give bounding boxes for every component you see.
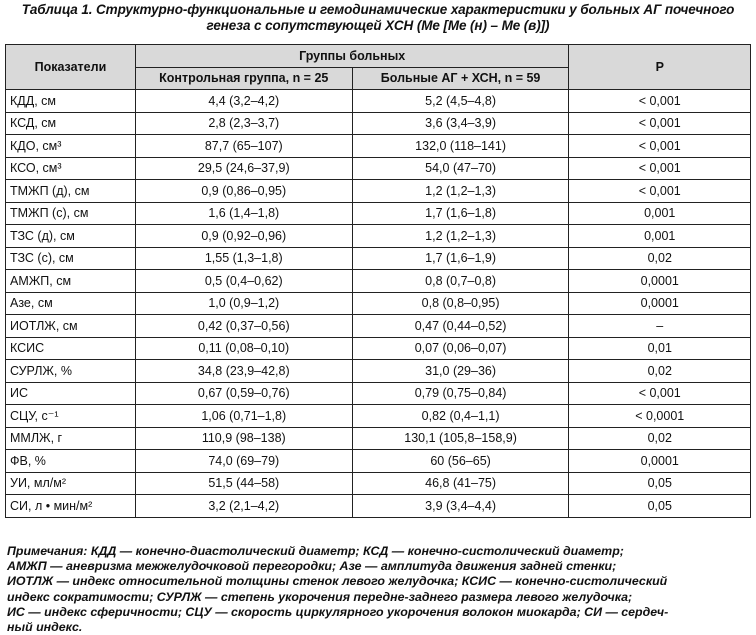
p-value-cell: 0,0001 <box>569 292 751 315</box>
indicator-cell: КСО, см³ <box>6 157 136 180</box>
indicator-cell: ТЗС (с), см <box>6 247 136 270</box>
table-title <box>6 2 750 34</box>
control-value-cell: 1,6 (1,4–1,8) <box>135 202 352 225</box>
header-control: Контрольная группа, n = 25 <box>135 67 352 90</box>
indicator-cell: Азе, см <box>6 292 136 315</box>
title-line-1: Таблица 1. Структурно-функциональные и гемодинамические характеристики у больных АГ почечного <box>21 2 735 17</box>
control-value-cell: 0,67 (0,59–0,76) <box>135 382 352 405</box>
patients-value-cell: 31,0 (29–36) <box>352 360 569 383</box>
header-row-top <box>6 45 751 68</box>
control-value-cell: 3,2 (2,1–4,2) <box>135 495 352 518</box>
indicator-cell: СУРЛЖ, % <box>6 360 136 383</box>
patients-value-cell: 1,7 (1,6–1,8) <box>352 202 569 225</box>
patients-value-cell: 1,2 (1,2–1,3) <box>352 180 569 203</box>
control-value-cell: 0,9 (0,92–0,96) <box>135 225 352 248</box>
notes-line-3: ИОТЛЖ — индекс относительной толщины стенок левого желудочка; КСИС — конечно-систолический <box>7 574 668 589</box>
control-value-cell: 87,7 (65–107) <box>135 135 352 158</box>
patients-value-cell: 0,07 (0,06–0,07) <box>352 337 569 360</box>
control-value-cell: 2,8 (2,3–3,7) <box>135 112 352 135</box>
table-row <box>6 292 751 315</box>
table-row <box>6 337 751 360</box>
indicator-cell: АМЖП, см <box>6 270 136 293</box>
table-row <box>6 202 751 225</box>
table-row <box>6 472 751 495</box>
p-value-cell: 0,001 <box>569 225 751 248</box>
control-value-cell: 0,5 (0,4–0,62) <box>135 270 352 293</box>
patients-value-cell: 130,1 (105,8–158,9) <box>352 427 569 450</box>
notes-line-1: Примечания: КДД — конечно-диастолический диаметр; КСД — конечно-систолический диаметр; <box>7 544 624 558</box>
indicator-cell: КДД, см <box>6 90 136 113</box>
p-value-cell: 0,001 <box>569 202 751 225</box>
p-value-cell: 0,01 <box>569 337 751 360</box>
table-row <box>6 157 751 180</box>
table-row <box>6 180 751 203</box>
data-table <box>5 44 751 518</box>
control-value-cell: 0,11 (0,08–0,10) <box>135 337 352 360</box>
control-value-cell: 1,55 (1,3–1,8) <box>135 247 352 270</box>
indicator-cell: ТЗС (д), см <box>6 225 136 248</box>
p-value-cell: < 0,001 <box>569 135 751 158</box>
p-value-cell: 0,02 <box>569 427 751 450</box>
table-row <box>6 135 751 158</box>
indicator-cell: ФВ, % <box>6 450 136 473</box>
patients-value-cell: 0,8 (0,7–0,8) <box>352 270 569 293</box>
indicator-cell: ИС <box>6 382 136 405</box>
control-value-cell: 4,4 (3,2–4,2) <box>135 90 352 113</box>
indicator-cell: СЦУ, с⁻¹ <box>6 405 136 428</box>
indicator-cell: СИ, л • мин/м² <box>6 495 136 518</box>
table-row <box>6 270 751 293</box>
table-row <box>6 450 751 473</box>
p-value-cell: < 0,001 <box>569 382 751 405</box>
patients-value-cell: 0,82 (0,4–1,1) <box>352 405 569 428</box>
indicator-cell: КСД, см <box>6 112 136 135</box>
indicator-cell: КДО, см³ <box>6 135 136 158</box>
indicator-cell: КСИС <box>6 337 136 360</box>
p-value-cell: 0,05 <box>569 495 751 518</box>
table-row <box>6 495 751 518</box>
indicator-cell: ТМЖП (д), см <box>6 180 136 203</box>
control-value-cell: 34,8 (23,9–42,8) <box>135 360 352 383</box>
p-value-cell: – <box>569 315 751 338</box>
control-value-cell: 0,9 (0,86–0,95) <box>135 180 352 203</box>
p-value-cell: < 0,001 <box>569 180 751 203</box>
patients-value-cell: 3,9 (3,4–4,4) <box>352 495 569 518</box>
p-value-cell: 0,02 <box>569 247 751 270</box>
table-row <box>6 112 751 135</box>
patients-value-cell: 0,8 (0,8–0,95) <box>352 292 569 315</box>
notes-line-6: ный индекс. <box>7 620 83 635</box>
p-value-cell: 0,0001 <box>569 270 751 293</box>
indicator-cell: ИОТЛЖ, см <box>6 315 136 338</box>
p-value-cell: < 0,001 <box>569 157 751 180</box>
patients-value-cell: 60 (56–65) <box>352 450 569 473</box>
patients-value-cell: 1,2 (1,2–1,3) <box>352 225 569 248</box>
patients-value-cell: 46,8 (41–75) <box>352 472 569 495</box>
p-value-cell: < 0,001 <box>569 90 751 113</box>
header-p: Р <box>569 45 751 90</box>
table-row <box>6 382 751 405</box>
title-line-2: генеза с сопутствующей ХСН (Me [Me (н) – Me (в)]) <box>206 18 550 33</box>
control-value-cell: 1,06 (0,71–1,8) <box>135 405 352 428</box>
table-row <box>6 247 751 270</box>
p-value-cell: 0,05 <box>569 472 751 495</box>
header-patients: Больные АГ + ХСН, n = 59 <box>352 67 569 90</box>
indicator-cell: УИ, мл/м² <box>6 472 136 495</box>
header-indicators: Показатели <box>6 45 136 90</box>
patients-value-cell: 0,79 (0,75–0,84) <box>352 382 569 405</box>
control-value-cell: 0,42 (0,37–0,56) <box>135 315 352 338</box>
table-row <box>6 427 751 450</box>
p-value-cell: 0,0001 <box>569 450 751 473</box>
control-value-cell: 29,5 (24,6–37,9) <box>135 157 352 180</box>
patients-value-cell: 3,6 (3,4–3,9) <box>352 112 569 135</box>
notes-line-5: ИС — индекс сферичности; СЦУ — скорость циркулярного укорочения волокон миокарда; СИ — сердеч- <box>7 604 669 619</box>
header-groups: Группы больных <box>135 45 569 68</box>
table-body <box>6 90 751 518</box>
control-value-cell: 74,0 (69–79) <box>135 450 352 473</box>
patients-value-cell: 5,2 (4,5–4,8) <box>352 90 569 113</box>
table-row <box>6 405 751 428</box>
patients-value-cell: 132,0 (118–141) <box>352 135 569 158</box>
control-value-cell: 51,5 (44–58) <box>135 472 352 495</box>
patients-value-cell: 1,7 (1,6–1,9) <box>352 247 569 270</box>
notes-line-4: индекс сократимости; СУРЛЖ — степень укорочения передне-заднего размера левого желудочка; <box>7 589 633 604</box>
patients-value-cell: 54,0 (47–70) <box>352 157 569 180</box>
p-value-cell: < 0,001 <box>569 112 751 135</box>
control-value-cell: 110,9 (98–138) <box>135 427 352 450</box>
table-row <box>6 315 751 338</box>
table-notes <box>7 544 749 635</box>
table-row <box>6 225 751 248</box>
table-row <box>6 360 751 383</box>
table-row <box>6 90 751 113</box>
notes-line-2: АМЖП — аневризма межжелудочковой перегородки; Азе — амплитуда движения задней стенки; <box>7 559 617 574</box>
indicator-cell: ТМЖП (с), см <box>6 202 136 225</box>
indicator-cell: ММЛЖ, г <box>6 427 136 450</box>
control-value-cell: 1,0 (0,9–1,2) <box>135 292 352 315</box>
p-value-cell: < 0,0001 <box>569 405 751 428</box>
patients-value-cell: 0,47 (0,44–0,52) <box>352 315 569 338</box>
p-value-cell: 0,02 <box>569 360 751 383</box>
